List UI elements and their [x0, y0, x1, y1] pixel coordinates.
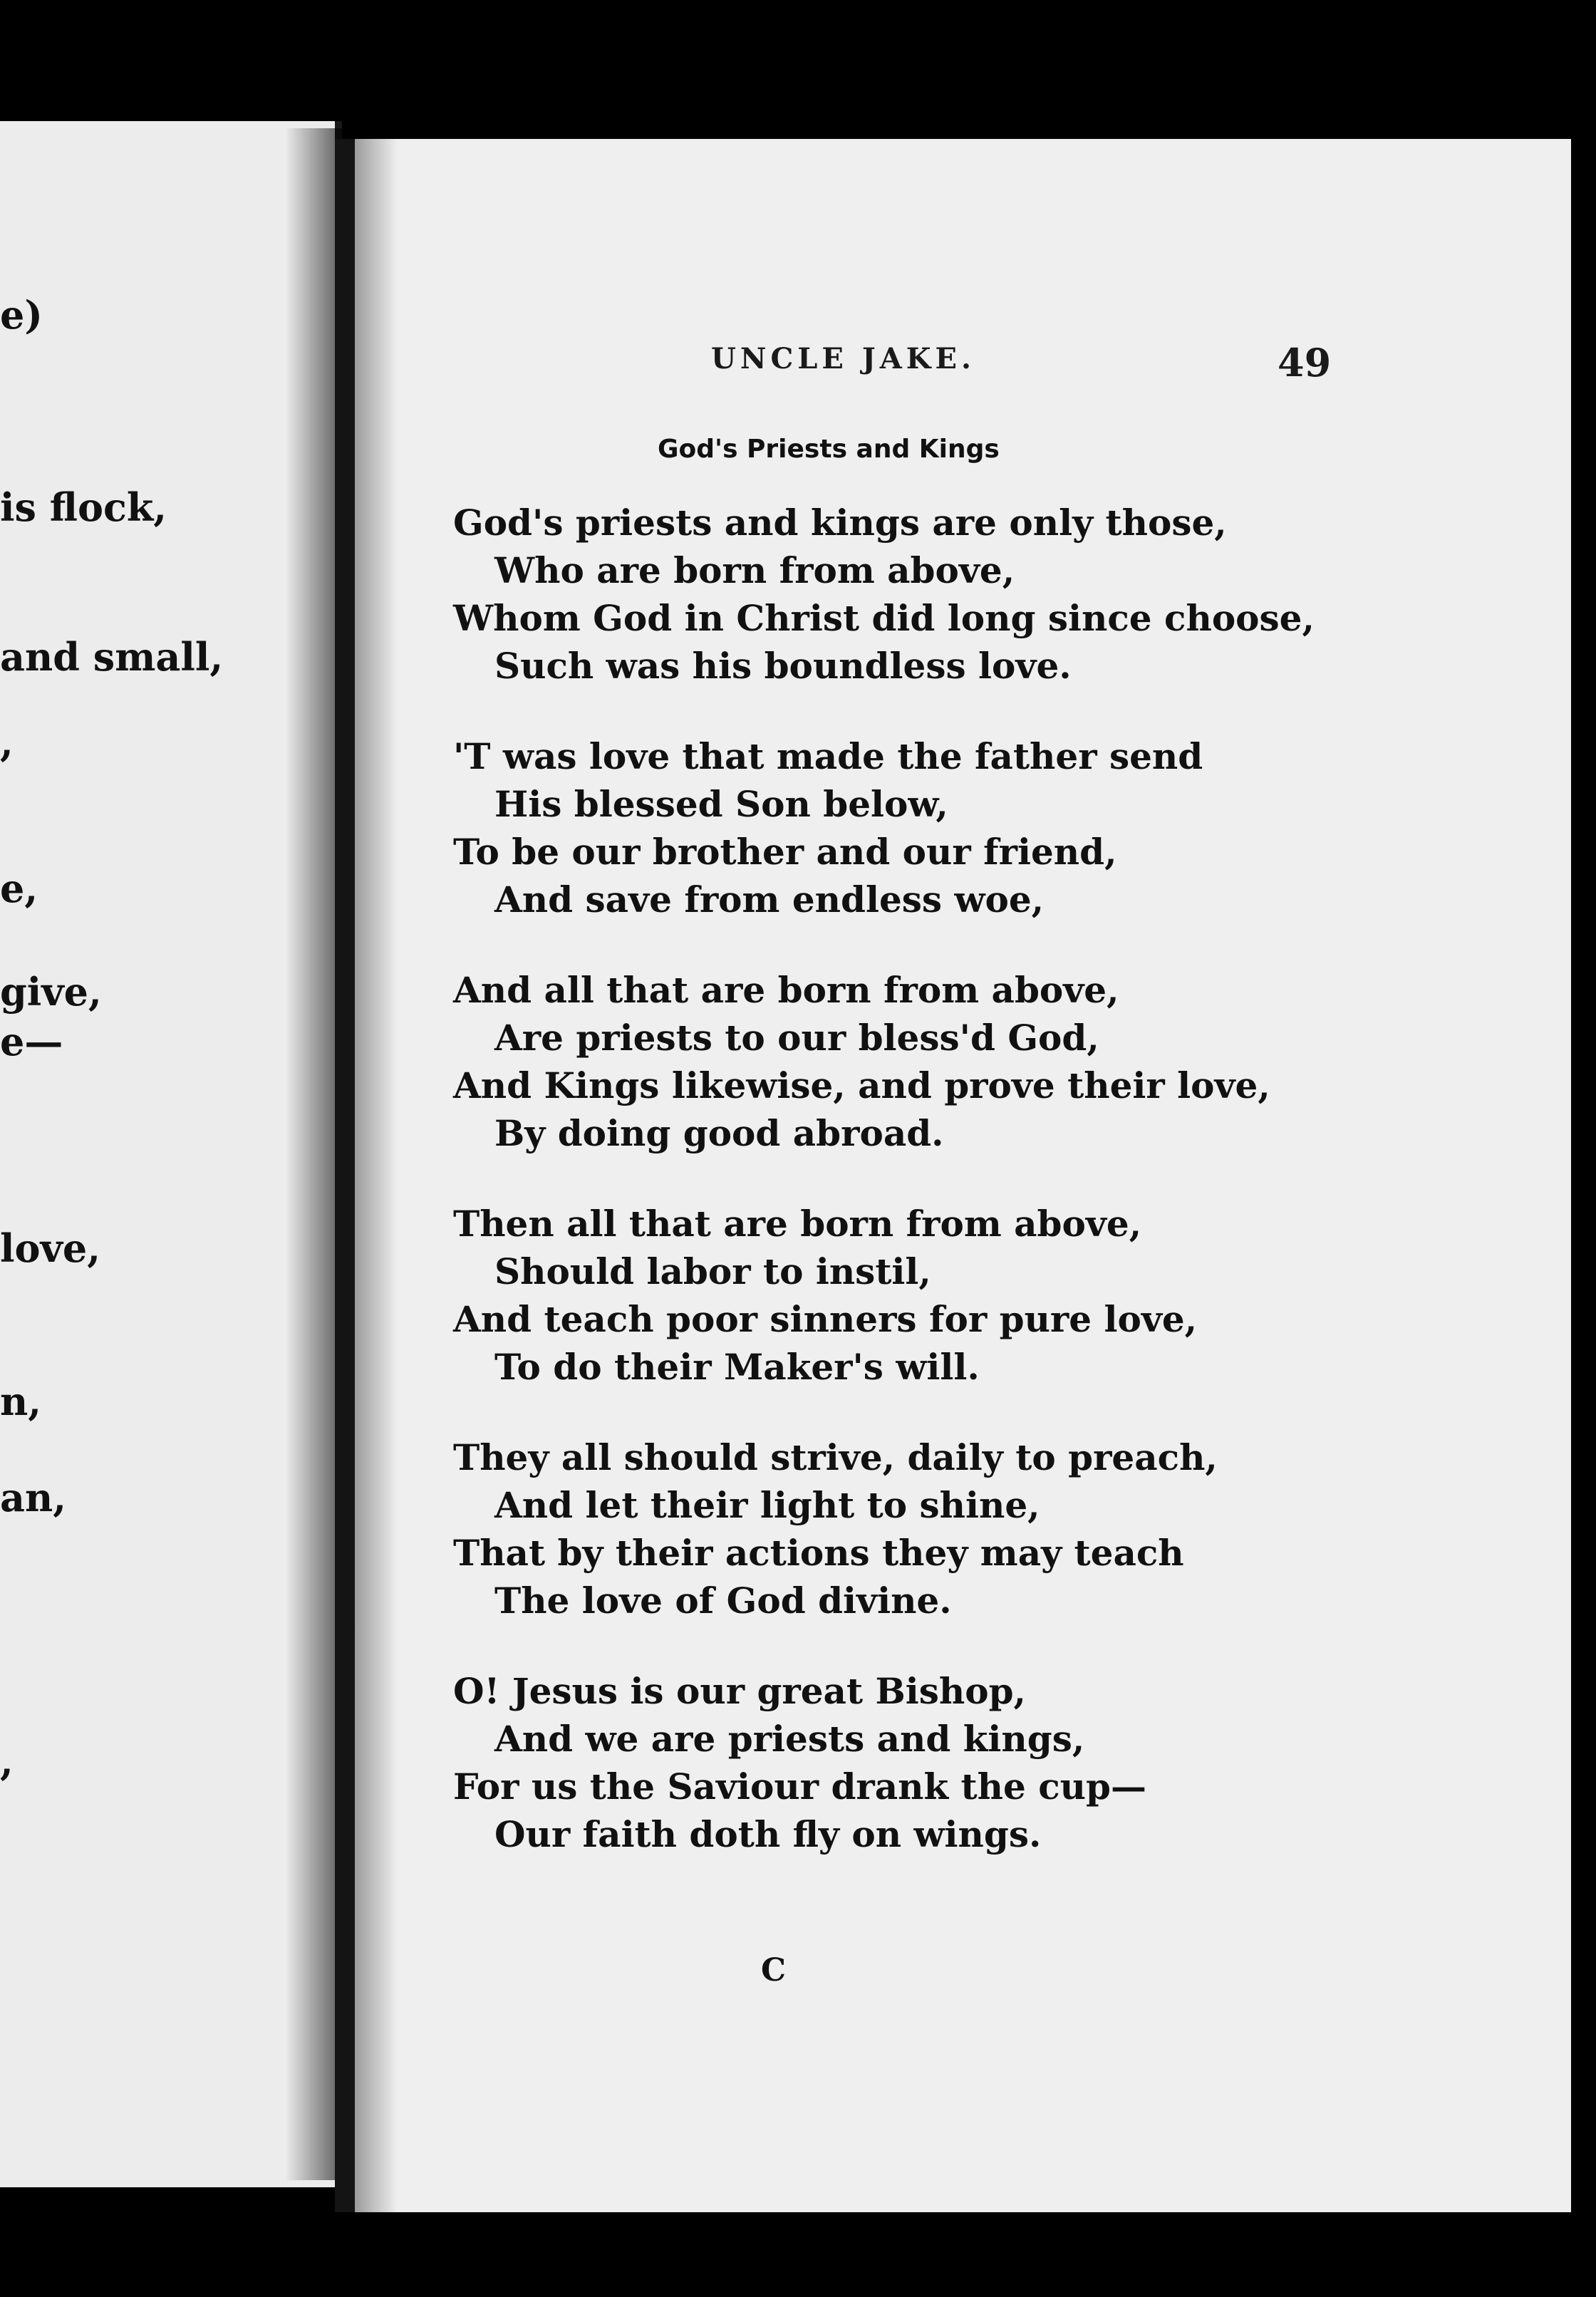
left-page-fragment: an,	[0, 1475, 67, 1520]
left-page-fragment: and small,	[0, 634, 224, 680]
poem-line: God's priests and kings are only those,	[453, 502, 1227, 544]
stanza	[453, 1433, 1565, 1624]
poem-line: They all should strive, daily to preach,	[453, 1436, 1218, 1478]
stanza	[453, 732, 1565, 923]
poem	[453, 499, 1565, 1901]
stanza	[453, 499, 1565, 690]
left-page-fragment: e—	[0, 1019, 63, 1064]
poem-line: Who are born from above,	[494, 549, 1015, 591]
left-page-fragment: give,	[0, 969, 102, 1015]
poem-line: And Kings likewise, and prove their love,	[453, 1064, 1270, 1106]
right-page	[335, 139, 1571, 2212]
poem-line: And let their light to shine,	[494, 1484, 1040, 1526]
stanza	[453, 1667, 1565, 1858]
stanza	[453, 966, 1565, 1157]
poem-line: And save from endless woe,	[494, 878, 1045, 921]
left-page-fragment: is flock,	[0, 484, 167, 530]
poem-line: The love of God divine.	[494, 1580, 952, 1622]
page-number: 49	[1278, 340, 1332, 385]
left-page-fragment: n,	[0, 1379, 42, 1424]
poem-line: To be our brother and our friend,	[453, 831, 1117, 873]
left-page-fragment: ,	[0, 1738, 14, 1784]
poem-line: For us the Saviour drank the cup—	[453, 1765, 1146, 1808]
poem-line: And all that are born from above,	[453, 969, 1119, 1011]
poem-line: Whom God in Christ did long since choose,	[453, 597, 1315, 639]
page-shadow	[355, 139, 398, 2212]
left-page-fragment: e)	[0, 292, 43, 338]
left-page-fragment: ,	[0, 720, 14, 765]
signature-mark: C	[761, 1952, 787, 1989]
stanza	[453, 1200, 1565, 1391]
poem-line: To do their Maker's will.	[494, 1346, 980, 1388]
poem-line: 'T was love that made the father send	[453, 735, 1203, 777]
poem-line: O! Jesus is our great Bishop,	[453, 1670, 1026, 1712]
poem-line: Such was his boundless love.	[494, 645, 1072, 687]
poem-line: Then all that are born from above,	[453, 1203, 1142, 1245]
poem-line: His blessed Son below,	[494, 783, 948, 825]
poem-line: And we are priests and kings,	[494, 1718, 1085, 1760]
poem-line: And teach poor sinners for pure love,	[453, 1298, 1198, 1340]
poem-line: Our faith doth fly on wings.	[494, 1813, 1042, 1855]
running-head: UNCLE JAKE.	[711, 342, 975, 375]
poem-line: By doing good abroad.	[494, 1112, 944, 1154]
left-page-fragment: e,	[0, 866, 38, 911]
poem-line: Should labor to instil,	[494, 1250, 931, 1292]
poem-line: Are priests to our bless'd God,	[494, 1017, 1099, 1059]
poem-line: That by their actions they may teach	[453, 1532, 1184, 1574]
left-page-fragment: love,	[0, 1225, 101, 1271]
poem-title: God's Priests and Kings	[658, 435, 1000, 464]
